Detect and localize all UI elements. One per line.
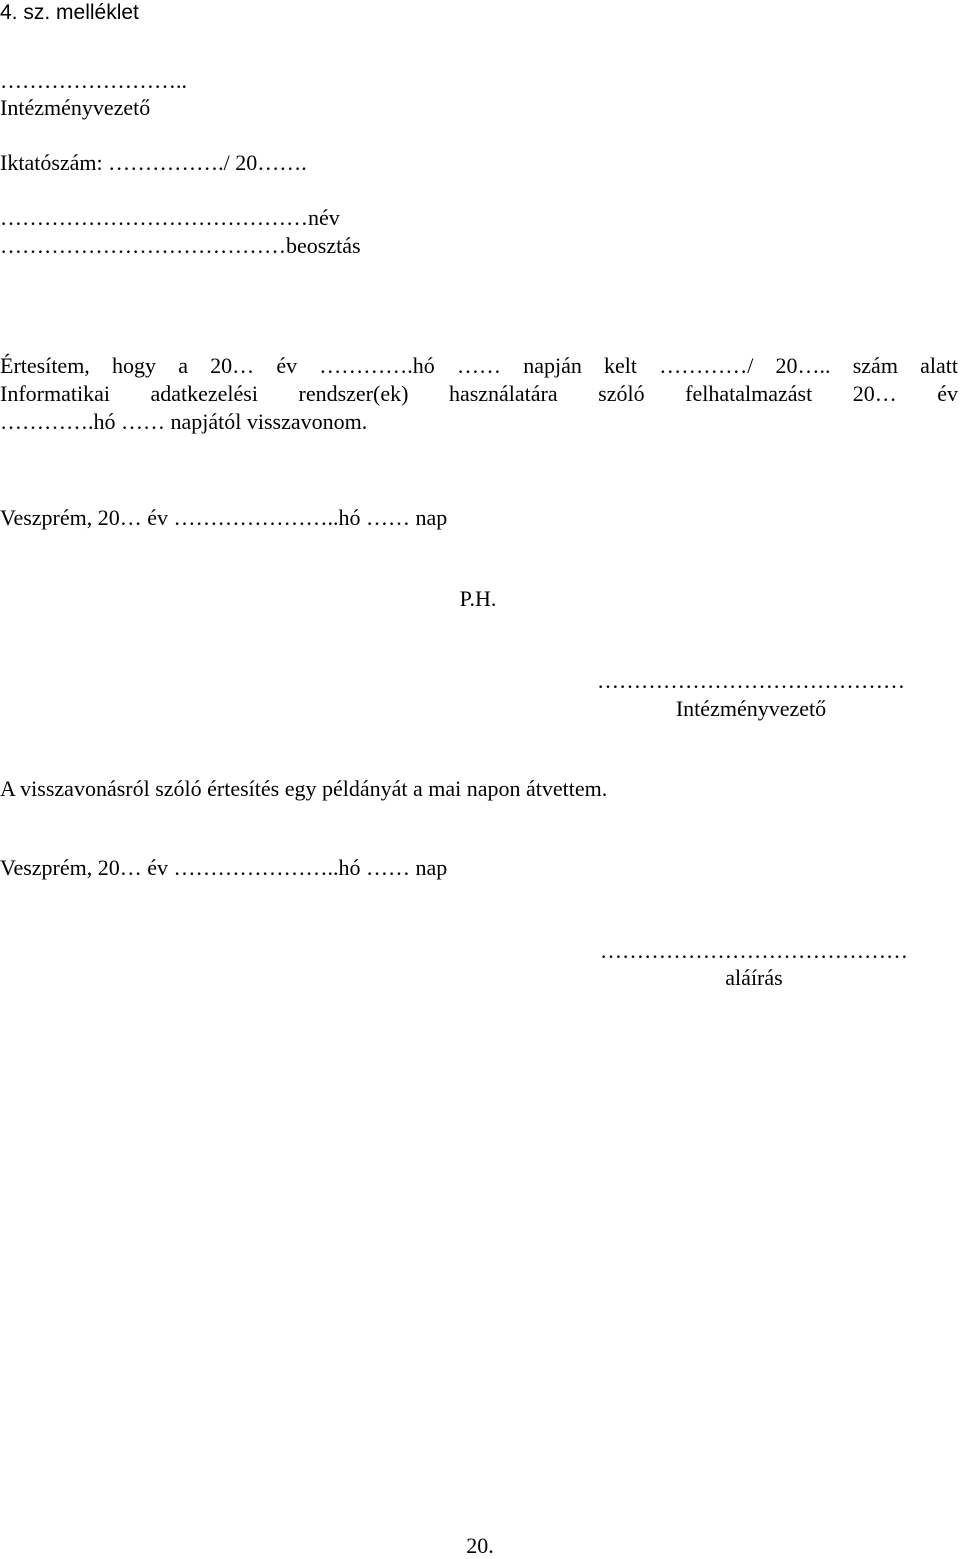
issuer-title: Intézményvezető (0, 95, 151, 120)
page-number: 20. (466, 1533, 494, 1558)
stamp-label: P.H. (459, 586, 497, 611)
recipient-position-line: …………………………………beosztás (0, 233, 361, 258)
reference-number: Iktatószám: ……………./ 20……. (0, 150, 307, 175)
acknowledgement-text: A visszavonásról szóló értesítés egy példányát a mai napon átvettem. (0, 776, 608, 801)
body-line-1: Értesítem, hogy a 20… év ………….hó …… napján kelt …………/ 20….. szám alatt (0, 353, 958, 378)
signature-1-dots: …………………………………… (597, 668, 905, 693)
place-date-2: Veszprém, 20… év …………………..hó …… nap (0, 855, 448, 880)
body-line-3: ………….hó …… napjától visszavonom. (0, 409, 368, 434)
recipient-name-line: ……………………………………név (0, 205, 340, 230)
signature-2-title: aláírás (725, 965, 783, 990)
place-date-1: Veszprém, 20… év …………………..hó …… nap (0, 505, 448, 530)
signature-1-title: Intézményvezető (675, 696, 827, 721)
body-line-2: Informatikai adatkezelési rendszer(ek) használatára szóló felhatalmazást 20… év (0, 381, 958, 406)
signature-2-dots: …………………………………… (600, 938, 908, 963)
annex-label: 4. sz. melléklet (0, 1, 139, 24)
issuer-dots: …………………….. (0, 68, 187, 93)
